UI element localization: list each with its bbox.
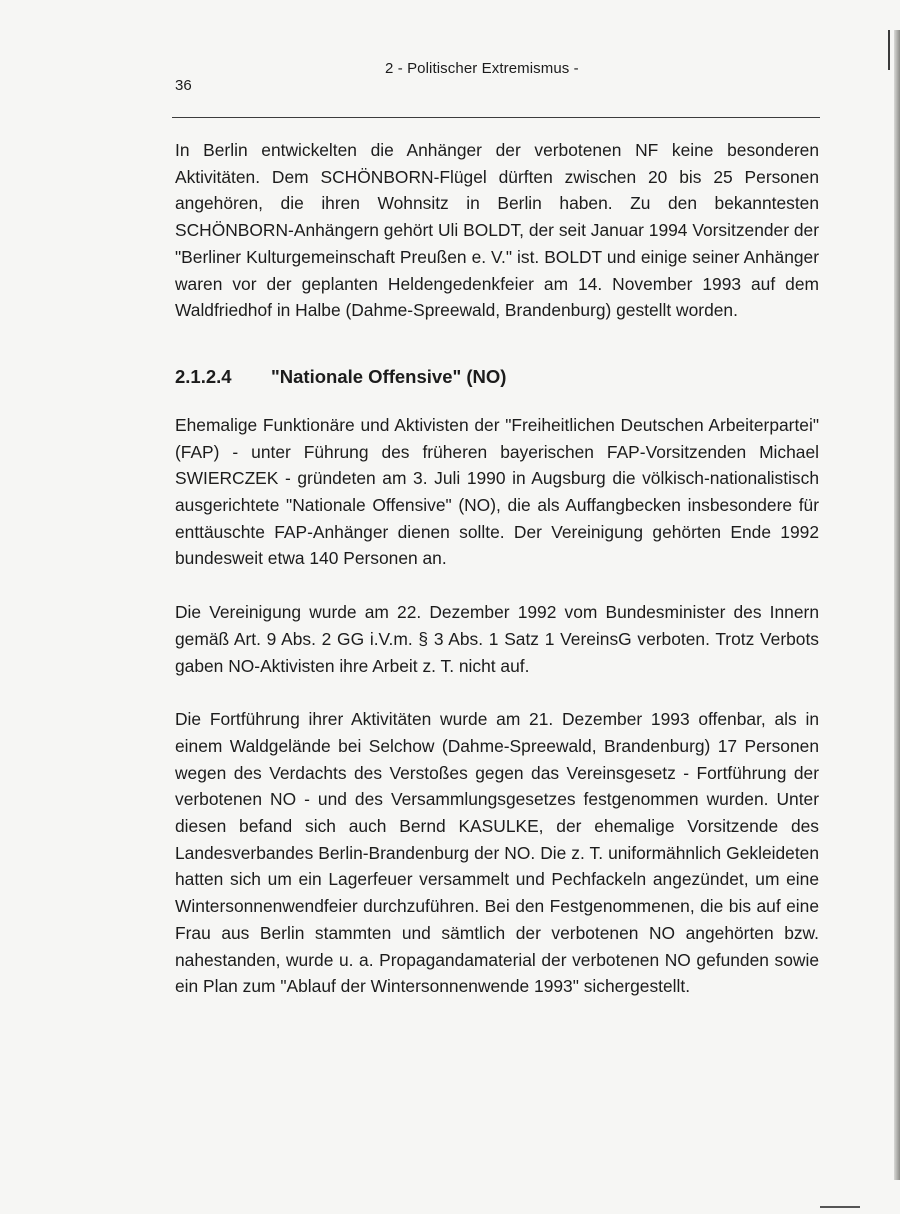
scan-bottom-mark [820,1206,860,1208]
heading-gap [175,390,819,412]
paragraph-berlin-nf: In Berlin entwickelten die Anhänger der verbotenen NF keine besonderen Aktivitäten. Dem SCHÖNBORN-Flügel dürften zwischen 20 bis 25 Personen angehören, die ihren Wohnsitz in Berlin haben. Zu den bekanntesten SCHÖNBORN-Anhängern gehört Uli BOLDT, der seit Januar 1994 Vorsitzender der "Berliner Kulturgemeinschaft Preußen e. V." ist. BOLDT und einige seiner Anhänger waren vor der geplanten Heldengedenkfeier am 14. November 1993 auf dem Waldfriedhof in Halbe (Dahme-Spreewald, Brandenburg) gestellt worden. [175,140,819,321]
paragraph-no-continuation: Die Fortführung ihrer Aktivitäten wurde am 21. Dezember 1993 offenbar, als in einem Waldgelände bei Selchow (Dahme-Spreewald, Brandenburg) 17 Personen wegen des Verdachts des Verstoßes gegen das Vereinsgesetz - Fortführung der verbotenen NO - und des Versammlungsgesetzes festgenommen wurden. Unter diesen befand sich auch Bernd KASULKE, der ehemalige Vorsitzende des Landesverbandes Berlin-Brandenburg der NO. Die z. T. uniformähnlich Gekleideten hatten sich um ein Lagerfeuer versammelt und Pechfackeln angezündet, um eine Wintersonnenwendfeier durchzuführen. Bei den Festgenommenen, die bis auf eine Frau aus Berlin stammten und sämtlich der verbotenen NO angehörten bzw. nahestanden, wurde u. a. Propagandamaterial der verbotenen NO gefunden sowie ein Plan zum "Ablauf der Wintersonnenwende 1993" sichergestellt. [175,709,819,997]
page-number: 36 [175,77,192,94]
scan-edge-shadow [894,30,900,1180]
paragraph-gap [175,679,819,706]
paragraph-gap [175,572,819,599]
paragraph-no-founding: Ehemalige Funktionäre und Aktivisten der "Freiheitlichen Deutschen Arbeiterpartei" (FAP) - unter Führung des früheren bayerischen FAP-Vorsitzenden Michael SWIERCZEK - gründeten am 3. Juli 1990 in Augsburg die völkisch-nationalistisch ausgerichtete "Nationale Offensive" (NO), die als Auffangbecken insbesondere für enttäuschte FAP-Anhänger dienen sollte. Der Vereinigung gehörten Ende 1992 bundesweit etwa 140 Personen an. [175,414,819,569]
paragraph-gap [175,324,819,364]
section-title: "Nationale Offensive" (NO) [271,365,507,387]
section-number: 2.1.2.4 [175,365,232,387]
page-body [175,137,819,1000]
paragraph-no-ban: Die Vereinigung wurde am 22. Dezember 1992 vom Bundesminister des Innern gemäß Art. 9 Abs. 2 GG i.V.m. § 3 Abs. 1 Satz 1 VereinsG verboten. Trotz Verbots gaben NO-Aktivisten ihre Arbeit z. T. nicht auf. [175,602,819,676]
running-header: 2 - Politischer Extremismus - [385,60,579,77]
header-rule [172,117,820,118]
section-heading [175,364,819,390]
scan-edge-mark [888,30,890,70]
